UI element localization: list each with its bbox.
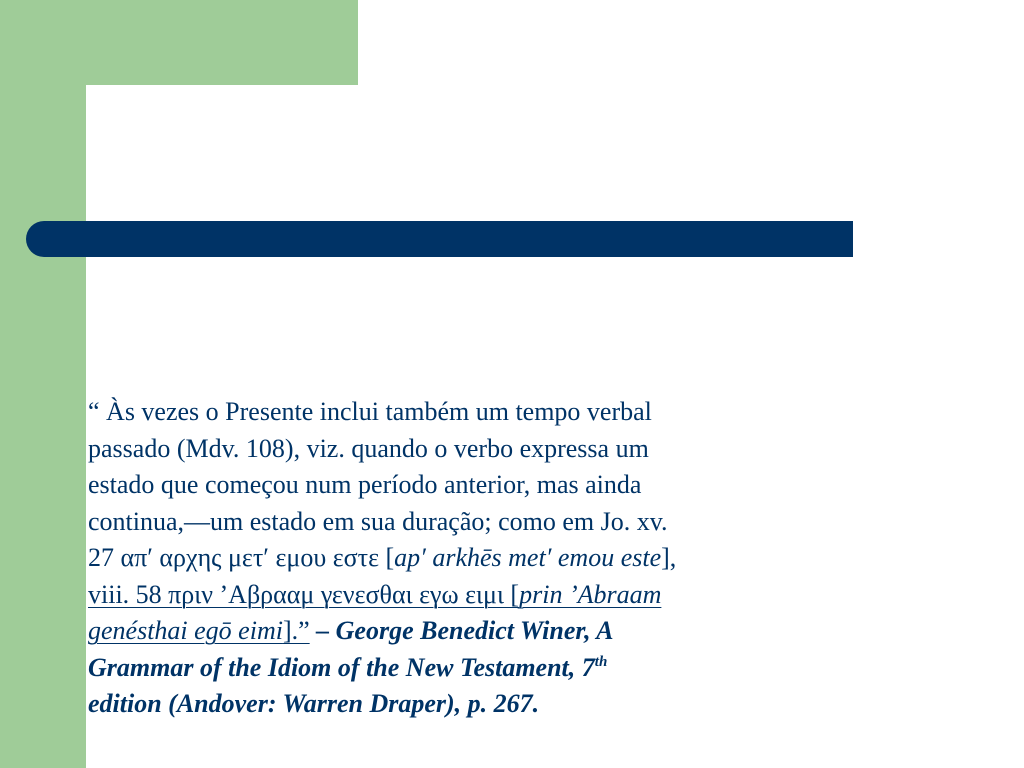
transliteration: prin ’Abraam	[519, 579, 662, 609]
quote-line	[88, 650, 938, 687]
quote-line	[88, 686, 938, 723]
green-left-band	[0, 0, 86, 768]
citation: Grammar of the Idiom of the New Testament, 7	[88, 652, 595, 682]
citation: – George Benedict Winer, A	[309, 616, 614, 645]
quote-line: “ Às vezes o Presente inclui também um tempo verbal	[88, 397, 652, 426]
transliteration: genésthai egō eimi	[88, 616, 283, 645]
greek-text: viii. 58 πριν ’Αβρααμ γενεσθαι εγω ειμι [	[88, 579, 520, 609]
green-top-band	[86, 0, 358, 85]
bracket-close: ],	[661, 543, 677, 572]
quote-text	[88, 394, 938, 723]
quote-line: estado que começou num período anterior, mas ainda	[88, 470, 642, 499]
quote-close: ].”	[282, 616, 310, 645]
quote-line	[88, 540, 938, 577]
superscript: th	[594, 653, 608, 670]
rounded-corner	[86, 85, 146, 145]
transliteration: ap′ arkhēs met′ emou este	[394, 543, 662, 572]
quote-line: continua,—um estado em sua duração; como em Jo. xv.	[88, 506, 668, 536]
quote-line	[88, 577, 938, 614]
quote-line: passado (Mdv. 108), viz. quando o verbo expressa um	[88, 433, 649, 463]
greek-text: 27 απ′ αρχης μετ′ εμου εστε [	[88, 543, 395, 572]
quote-line	[88, 613, 938, 650]
title-bar	[26, 221, 853, 257]
citation: edition (Andover: Warren Draper), p. 267.	[88, 689, 540, 718]
